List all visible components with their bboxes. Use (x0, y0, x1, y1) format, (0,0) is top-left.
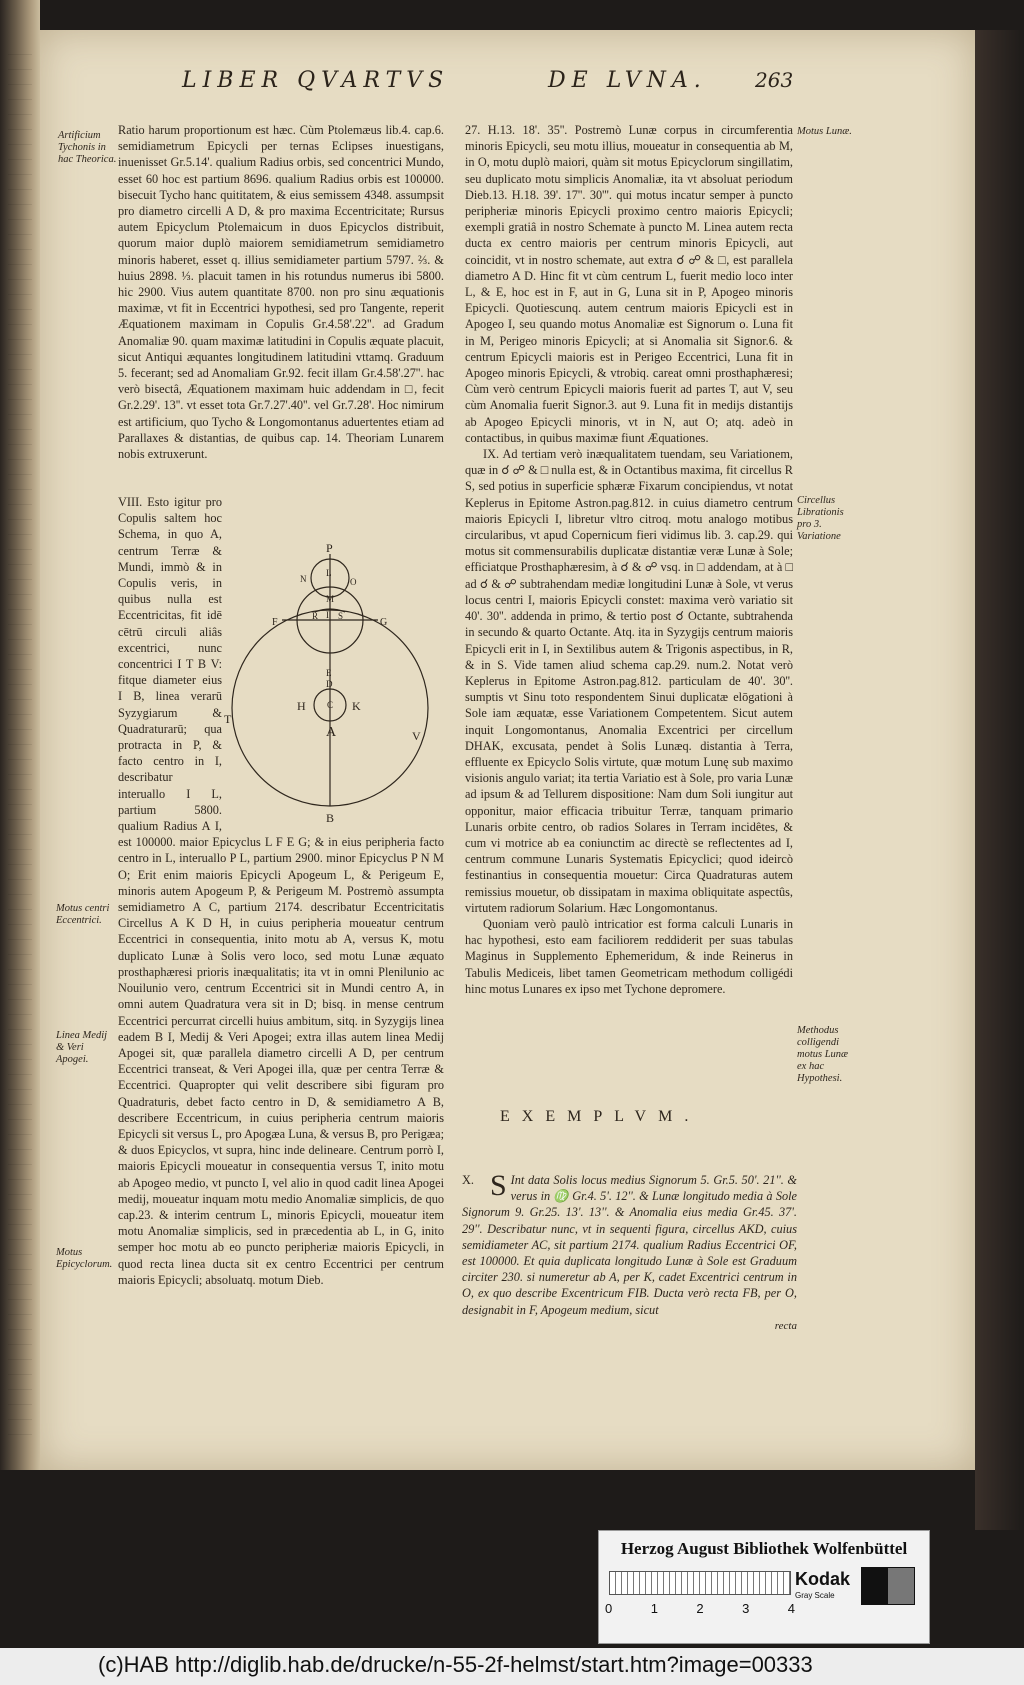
gray-swatch (861, 1567, 915, 1605)
library-title: Herzog August Bibliothek Wolfenbüttel (620, 1539, 908, 1558)
scale-number: 2 (696, 1601, 704, 1616)
margin-note: Motus Epicyclorum. (56, 1247, 113, 1270)
scale-number: 1 (650, 1601, 658, 1616)
label-v: V (412, 729, 421, 743)
book-binding (0, 0, 40, 1470)
label-p: P (326, 541, 333, 555)
scale-number: 4 (787, 1601, 795, 1616)
epicycle-diagram (222, 540, 432, 840)
brand-label: Kodak (795, 1569, 851, 1589)
label-r: R (312, 611, 319, 621)
margin-note: Circellus Librationis pro 3. Variatione (797, 495, 844, 542)
label-n: N (300, 574, 307, 584)
label-f: F (272, 617, 278, 628)
paragraph: VIII. Esto igitur pro Copulis saltem hoc Schema, in quo A, centrum Terræ & Mundi, immò & in Copulis veris, in quibus nulla est Eccentricitas, fit idē cētrū circuli aliâs excentrici, nunc concentrici I T B V: fitque diameter eius I B, linea verarū Syzygiarum & Quadraturarū; qua protracta in P, & facto centro in I, describatur interuallo I L, partium 5800. qualium Radius A I, est 100000. maior Epicyclus L F E G; & in eius peripheria facto centro in L, interuallo P L, partium 2900. minor Epicyclus P N M O; Erit enim maioris Epicycli Apogeum L, & Perigeum E, minoris autem Apogeum P, & Perigeum M. Postremò assumpta semidiametro A C, partium 2174. describatur Eccentricitatis Circellus A K D H, in cuius peripheria moueatur centrum Eccentrici in consequentia, inito motu ab A, versus K, motu duplicato Lunæ à Solis vero loco, sed motu Lunæ æquato prosthaphæresi prioris inæqualitatis; ita vt in omni Plenilunio ac Nouilunio vero, centrum Eccentrici sit in Mundi centro A, in omni autem Quadratura vera sit in D; bisq. in mense centrum Eccentrici percurrat circelli huius ambitum, sitq. in Syzygijs linea eadem B I, Medij & Veri Apogei; extra illas autem linea Medij Apogei sit, quæ parallela diametro circelli A D, per centrum Eccentrici transeat, & Veri Apogei illa, quæ per centra Terræ & Eccentrici. Quapropter qui velit describere sibi figuram pro Quadraturis, debet facto centro in D, & semidiametro A B, describere Eccentricum, in cuius peripheria centrum maioris Epicycli sit versus L, pro Apogæa Luna, & versus B, pro Perigæa; & duos Epicyclos, vt supra, hinc inde delineare. Centrum porrò I, maioris Epicycli moueatur in consequentia versus T, inito motu ab Apogeo medio, vt puncto I, vel alio in quod cadit linea Apogei medij, moueatur inquam motu medio Anomaliæ simplicis, de quo cap.23. & interim centrum L, minoris Epicycli, moueatur item motu Anomaliæ simplicis, sed in præcedentia ab L, in G, inito semper hoc motu ab eo puncto peripheriæ maioris Epicycli, in quod recta linea ducta sit ex centro Eccentrici per centrum maioris Epicycli; absoluatq. motum Dieb. (118, 495, 444, 1287)
scale-number: 3 (742, 1601, 750, 1616)
label-h: H (297, 699, 306, 713)
label-o: O (350, 577, 357, 587)
label-b: B (326, 811, 335, 825)
scale-numbers (605, 1601, 795, 1616)
label-c: C (327, 700, 334, 710)
drop-cap: S (489, 1169, 507, 1202)
ruler-scale (609, 1571, 791, 1595)
running-header-right: DE LVNA. (548, 68, 707, 93)
label-d: D (326, 679, 333, 689)
citation-bar (0, 1648, 1024, 1685)
label-t: T (224, 712, 232, 726)
right-column (465, 122, 793, 997)
label-g: G (380, 617, 388, 628)
example-text: Int data Solis locus medius Signorum 5. Gr.5. 50'. 21''. & verus in ♍ Gr.4. 5'. 12''. & Lunæ longitudo media à Sole Signorum 9. Gr.25. 13'. 13''. & Anomalia eius media Gr.45. 37'. 29''. Describatur nunc, vt in sequenti figura, circellus AKD, cuius semidiameter AC, sit partium 2174. qualium Radius Eccentrici OF, est 100000. Et quia duplicata longitudo Lunæ à Sole est Graduum circiter 230. si numeretur ab A, per K, cadet Excentrici centrum in O, ex quo describe Excentricum FIB. Ducta verò recta FB, per O, designabit in F, Apogeum medium, sicut (462, 1173, 797, 1317)
example-title: EXEMPLVM. (500, 1108, 701, 1125)
scale-number: 0 (605, 1601, 613, 1616)
label-e: E (326, 668, 332, 678)
example-number: X. (462, 1173, 474, 1187)
catchword: recta (774, 1319, 797, 1332)
margin-note: Linea Medij & Veri Apogei. (56, 1030, 108, 1065)
brand-sub: Gray Scale (795, 1591, 835, 1600)
library-scale-label (598, 1530, 930, 1644)
label-k: K (352, 699, 361, 713)
left-column-block-1 (118, 122, 444, 462)
label-s: S (338, 611, 344, 621)
paragraph: IX. Ad tertiam verò inæqualitatem tuendam, seu Variationem, quæ in ☌ ☍ & □ nulla est, & in Octantibus maxima, fit circellus R S, sed potius in superficie sphæræ Fixarum concipiendus, vt notat Keplerus in Epitome Astron.pag.812. in cuius diametro centrum maioris Epicycli I, libretur vltro citroq. motu analogo motibus circularibus, vt apud Copernicum fieri vidimus lib. 3. cap.29. qui motus sit commensurabilis duplicatæ distantiæ veræ Lunæ à Sole; efficiatque Prosthaphæresim, à ☌ & ☍ vsq. in □ addendam, at à □ ad ☌ & ☍ subtrahendam mediæ longitudini Lunæ à Sole, vt verus locus centri I, maioris Epicycli constet: maxima verò variatio sit 40'. 30''. addenda in primo, & tertio post ☌ Octante, subtrahenda in secundo & quarto Octante. Atq. ita in Syzygijs centrum maioris Epicycli erit in I, in Sextilibus autem & Trigonis aspectibus, in R, & in S. Vide tamen aliud schema cap.29. num.2. Notat verò Keplerus in Epitome Astron.pag.812. particulam de 40'. 30''. sumptis vt Sinu toto respondentem Sinui duplicatæ elōgationi à Sole iam æquatæ, esse Variationem Competentem. Sicut autem inquit Longomontanus, Anomalia Excentrici per circellum DHAK, excusata, pendet à Solis Lunæq. distantia à Terra, effluente ex Epicyclo Solis virtute, quæ motum Lunę sub maximo visionis angulo variat; ita tertia Variatio est à Sole, pro varia Lunæ ad ipsum & ad Tellurem dispositione: Nam dum Soli iungitur aut opponitur, maior efficacia tribuitur Terræ, tanquam primario Lunaris orbite centro, ob radios Solares in Terram incidêtes, & cum vi motrice ab ea coniunctim ac directè se reflectentes ad I, centrum commune Lunaris Systematis Epicyclici; quod ideircò festinantius in consequentia mouetur: Circa Quadraturas autem remissius mouetur, ob dissipatam in maxima obliquitate aspectûs, virtutem radiorum Solarium. Hæc Longomontanus. (465, 447, 793, 915)
page-edge (975, 30, 1024, 1530)
example-body (462, 1169, 797, 1334)
margin-note: Methodus colligendi motus Lunæ ex hac Hypothesi. (797, 1025, 849, 1084)
page-number: 263 (755, 68, 794, 92)
running-header-left: LIBER QVARTVS (182, 68, 450, 93)
margin-note: Motus Lunæ. (797, 126, 852, 137)
label-a: A (326, 725, 337, 740)
margin-note: Motus centri Eccentrici. (56, 903, 110, 926)
citation-url[interactable]: (c)HAB http://diglib.hab.de/drucke/n-55-2f-helmst/start.htm?image=00333 (98, 1652, 813, 1677)
label-l: L (326, 568, 332, 578)
label-i: I (326, 610, 329, 620)
paragraph: Ratio harum proportionum est hæc. Cùm Ptolemæus lib.4. cap.6. semidiametrum Epicycli per ternas Eclipses inuestigans, inuenisset Gr.5.14'. qualium Radius orbis, sed concentrici Mundo, esset 60 hoc est partium 8696. qualium Radius orbis est 100000. bisecuit Tycho hanc quititatem, & eius semissem 4348. assumpsit pro diametro circelli A D, & pro maxima Eccentricitate; Rursus autem Epicyclum Ptolemaicum in duos Epicyclos distribuit, quorum maior duplò maiorem semidiametrum semidiametro minoris haberet, esset q. illius semidiameter partium 5797. ⅔. & huius 2898. ⅓. placuit tamen in his rotundus numerus ibi 5800. hic 2900. Vius autem quantitate 8700. non pro sinu æquationis maximæ, vt fit in Eccentrici hypothesi, sed pro Tangente, reperit Æquationem maximam in Copulis Gr.4.58'.22''. ad Gradum Anomaliæ 90. quam maximæ latitudini in Copulis æquate placuit, sicut Antiqui æquantes longitudinem latitudini vttamq. Graduum 5. fecerant; sed ad Anomaliam Gr.92. fecit illam Gr.4.58'.27''. hac verò bisectâ, Æquationem maximam huic addendam in □, fecit Gr.2.29'. 13''. vt esset tota Gr.7.27'.40''. vel Gr.7.28'. Hoc nimirum est artificium, quo Tycho & Longomontanus aduertentes etiam ad Parallaxes & distantias, de quibus cap. 14. Theoriam Lunarem nobis extruxerunt. (118, 123, 444, 462)
paragraph: Quoniam verò paulò intricatior est forma calculi Lunaris in hac hypothesi, esto eam faciliorem reddiderit per suas tabulas Maginus in Supplemento Ephemeridum, & inde Reinerus in Tabulis Mediceis, libet tamen Geometricam methodum colligédi hinc motus Lunares ex ipso met Tychone depromere. (465, 916, 793, 996)
paragraph: 27. H.13. 18'. 35''. Postremò Lunæ corpus in circumferentia minoris Epicycli, seu motu illius, moueatur in consequentia ab M, in O, motu duplò maiori, quàm sit motus Epicyclorum singillatim, seu duplicato motu simplicis Anomaliæ, ita vt absoluat periodum Dieb.13. H.18. 39'. 17''. 30'''. qui motus incatur semper à puncto peripheriæ minoris Epicycli proximo centro maioris Epicycli; exempli gratiâ in nostro Schemate à puncto M. Linea autem recta ducta ex centro maioris per centrum minoris Epicycli, aut coincidit, vt in nostro schemate, aut extra ☌ ☍ & □, est parallela diametro A D. Hinc fit vt cùm centrum L, fuerit medio loco inter L, & E, hoc est in F, aut in G, Luna sit in P, Apogeo minoris Epicycli. Quotiescunq. autem centrum maioris Epicycli est in Apogeo I, seu quando motus Anomaliæ est Signorum o. Luna fit in M, Perigeo minoris Epicycli; at si Anomalia sit Signor.6. & centrum Epicycli maioris est in Perigeo Eccentrici, Luna fit in Apogeo minoris Epicycli, & vtrobiq. careat omni prosthaphæresi; Cùm verò centrum Epicycli maioris fuerit ad partes T, aut V, seu cùm Anomalia fuerit Signor.3. aut 9. Luna fit in medijs distantijs ab Apogeo Epicycli minoris, vt in N, aut O; atq. adeò in contactibus, in quibus maximæ fiunt Æquationes. (465, 123, 793, 445)
label-m: M (326, 594, 335, 604)
margin-note: Artificium Tychonis in hac Theorica. (58, 130, 117, 165)
